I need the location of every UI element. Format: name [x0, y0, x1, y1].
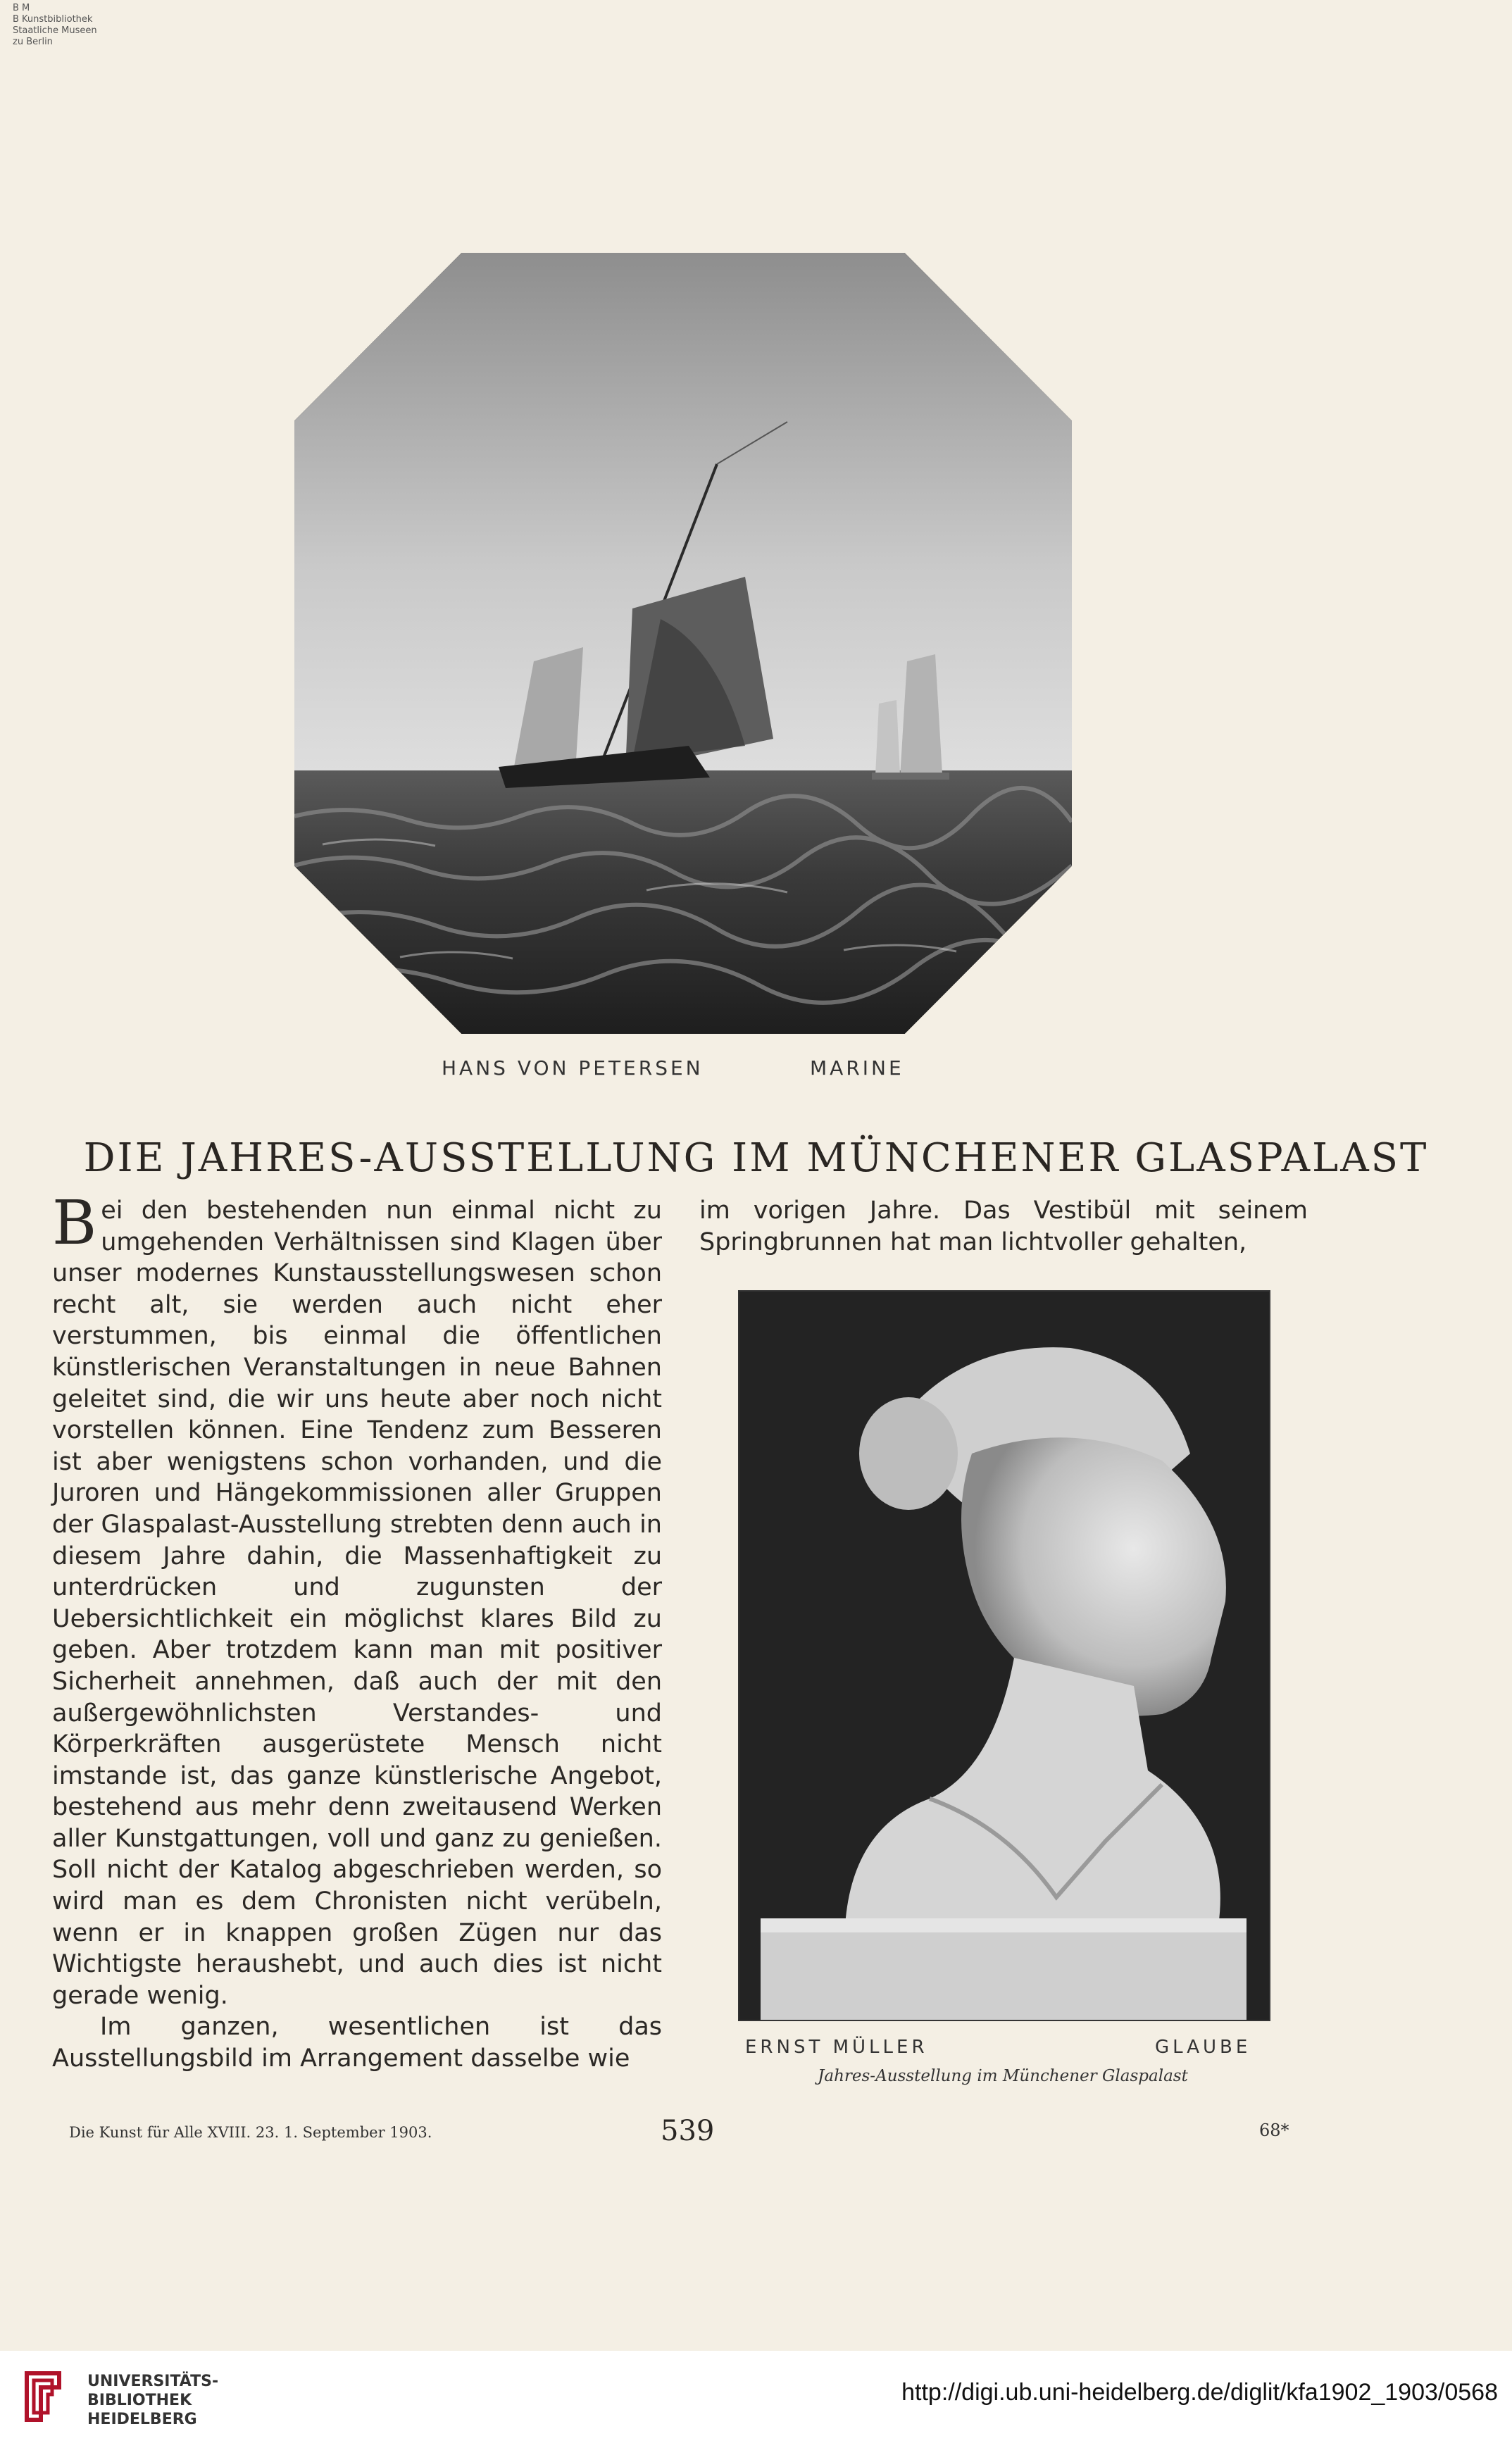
article-title: DIE JAHRES-AUSSTELLUNG IM MÜNCHENER GLASPALAST [83, 1135, 1429, 1181]
library-name-line: HEIDELBERG [87, 2411, 197, 2428]
marine-caption-title: MARINE [810, 1056, 904, 1080]
paragraph: Im ganzen, wesentlichen ist das Ausstellungsbild im Arrangement dasselbe wie [52, 2013, 662, 2073]
paragraph [52, 1188, 662, 2011]
signature-mark: 68* [1259, 2120, 1289, 2140]
source-url-link[interactable]: http://digi.ub.uni-heidelberg.de/diglit/kfa1902_1903/0568 [901, 2379, 1498, 2406]
stamp-line: B M [13, 3, 30, 13]
drop-cap: B [52, 1188, 97, 1258]
library-name [87, 2372, 218, 2429]
paragraph-text: ei den bestehenden nun einmal nicht zu umgehenden Verhältnissen sind Klagen über unser modernes Kunstausstellungswesen schon recht alt, sie werden auch nicht eher verstummen, bis einmal die öffentlichen künstlerischen Veranstaltungen in neue Bahnen geleitet sind, die wir uns heute aber noch nicht vorstellen können. Eine Tendenz zum Besseren ist aber wenigstens schon vorhanden, und die Juroren und Hängekommissionen aller Gruppen der Glaspalast-Ausstellung strebten denn auch in diesem Jahre dahin, die Massenhaftigkeit zu unterdrücken und zugunsten der Uebersichtlichkeit ein möglichst klares Bild zu geben. Aber trotzdem kann man mit positiver Sicherheit annehmen, daß auch der mit den außergewöhnlichsten Verstandes- und Körperkräften ausgerüstete Mensch nicht imstande ist, das ganze künstlerische Angebot, bestehend aus mehr denn zweitausend Werken aller Kunstgattungen, voll und ganz zu genießen. Soll nicht der Katalog abgeschrieben werden, so wird man es dem Chronisten nicht verübeln, wenn er in knappen großen Zügen nur das Wichtigste heraushebt, und auch dies ist nicht gerade wenig. [52, 1197, 662, 2010]
stamp-line: B Kunstbibliothek [13, 14, 93, 25]
stamp-line: Staatliche Museen [13, 25, 97, 36]
column-left [52, 1188, 662, 2075]
bust-subcaption: Jahres-Ausstellung im Münchener Glaspalast [818, 2067, 1188, 2085]
library-stamp [13, 3, 97, 48]
journal-footer: Die Kunst für Alle XVIII. 23. 1. September 1903. [69, 2124, 432, 2141]
library-name-line: BIBLIOTHEK [87, 2392, 192, 2409]
stamp-line: zu Berlin [13, 37, 53, 47]
marine-painting [294, 253, 1072, 1034]
page-number: 539 [661, 2115, 715, 2147]
column-right: im vorigen Jahre. Das Vestibül mit seinem Springbrunnen hat man lichtvoller gehalten, [699, 1197, 1308, 1256]
bust-photograph [738, 1290, 1270, 2021]
library-logo-icon [20, 2366, 66, 2427]
bust-caption-title: GLAUBE [1155, 2037, 1251, 2058]
bust-caption-artist: ERNST MÜLLER [745, 2037, 928, 2058]
library-banner [0, 2351, 1512, 2455]
library-name-line: UNIVERSITÄTS- [87, 2373, 219, 2390]
marine-caption-artist: HANS VON PETERSEN [442, 1056, 704, 1080]
